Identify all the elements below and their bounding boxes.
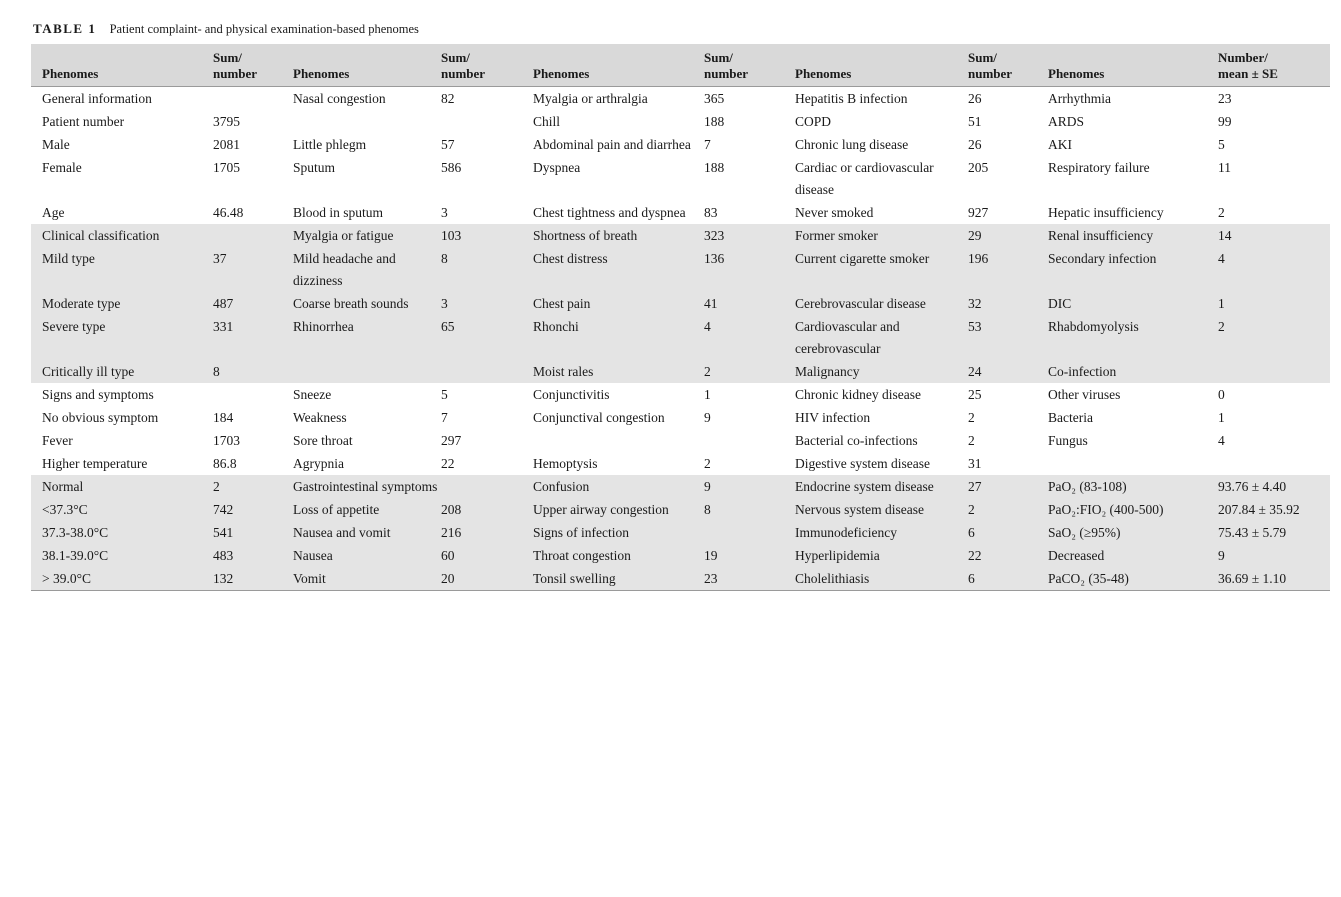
value-cell xyxy=(1207,452,1330,475)
value-cell xyxy=(202,383,282,406)
value-cell: 46.48 xyxy=(213,205,244,220)
phenome-cell: Abdominal pain and diarrhea xyxy=(533,137,691,152)
value-cell: 136 xyxy=(693,247,784,292)
phenome-cell: 37.3-38.0°C xyxy=(31,521,202,544)
phenome-cell: Dyspnea xyxy=(533,160,581,175)
phenome-cell: Cholelithiasis xyxy=(784,567,957,591)
column-header: Sum/ number xyxy=(957,44,1037,87)
table-row xyxy=(31,247,1330,292)
table-row xyxy=(31,475,1330,498)
table-row xyxy=(31,201,1330,224)
value-cell: 29 xyxy=(957,224,1037,247)
phenome-cell: Clinical classification xyxy=(31,224,202,247)
value-cell: 93.76 ± 4.40 xyxy=(1207,475,1330,498)
value-cell: 5 xyxy=(441,387,448,402)
phenome-cell: Critically ill type xyxy=(31,360,202,383)
value-cell: 3 xyxy=(430,292,522,315)
column-header: Phenomes xyxy=(31,44,202,87)
value-cell: 188 xyxy=(704,160,725,175)
phenome-cell: Nasal congestion xyxy=(293,91,386,106)
value-cell: 2 xyxy=(693,360,784,383)
phenome-cell: Weakness xyxy=(293,410,347,425)
value-cell xyxy=(430,360,522,383)
phenome-cell: Digestive system disease xyxy=(795,456,930,471)
table-row xyxy=(31,292,1330,315)
column-header: Sum/ number xyxy=(430,44,522,87)
phenome-cell: Chronic kidney disease xyxy=(795,387,921,402)
column-header: Sum/ number xyxy=(693,44,784,87)
phenome-cell: DIC xyxy=(1037,292,1207,315)
phenome-cell: Former smoker xyxy=(784,224,957,247)
table-row xyxy=(31,315,1330,360)
value-cell: 927 xyxy=(968,205,989,220)
phenome-cell: PaO₂:FIO₂ (400-500) xyxy=(1037,498,1207,521)
value-cell: 53 xyxy=(957,315,1037,360)
phenome-cell: PaO₂ (83-108) xyxy=(1037,475,1207,498)
table-row xyxy=(31,429,1330,452)
value-cell: 8 xyxy=(202,360,282,383)
phenome-cell: Nausea xyxy=(282,544,430,567)
phenome-cell: Secondary infection xyxy=(1037,247,1207,292)
phenome-cell: Rhonchi xyxy=(522,315,693,360)
phenome-cell: Blood in sputum xyxy=(293,205,384,220)
phenome-cell: Gastrointestinal symptoms xyxy=(282,475,430,498)
value-cell: 2 xyxy=(704,456,711,471)
phenome-cell: Higher temperature xyxy=(42,456,148,471)
table-row xyxy=(31,87,1330,111)
value-cell: 1705 xyxy=(213,160,240,175)
phenome-cell: Decreased xyxy=(1037,544,1207,567)
table-header-row xyxy=(31,44,1330,87)
value-cell: 1703 xyxy=(213,433,240,448)
phenome-cell: Moist rales xyxy=(522,360,693,383)
value-cell: 86.8 xyxy=(213,456,237,471)
value-cell: 57 xyxy=(441,137,455,152)
phenome-cell: Cardiac or cardiovascular disease xyxy=(795,160,934,197)
phenome-cell: Mild type xyxy=(31,247,202,292)
value-cell: 36.69 ± 1.10 xyxy=(1207,567,1330,591)
value-cell xyxy=(1207,360,1330,383)
phenome-cell: AKI xyxy=(1048,137,1072,152)
value-cell xyxy=(202,224,282,247)
phenome-cell: Myalgia or arthralgia xyxy=(533,91,648,106)
value-cell: 365 xyxy=(704,91,725,106)
phenome-cell: Chest pain xyxy=(522,292,693,315)
value-cell: 60 xyxy=(430,544,522,567)
phenome-cell: Never smoked xyxy=(795,205,874,220)
value-cell: 586 xyxy=(441,160,462,175)
phenome-cell: Chill xyxy=(533,114,561,129)
phenome-cell: Fungus xyxy=(1048,433,1088,448)
phenome-cell: Renal insufficiency xyxy=(1037,224,1207,247)
phenome-cell: Arrhythmia xyxy=(1048,91,1111,106)
value-cell: 9 xyxy=(704,410,711,425)
phenome-cell: Hepatic insufficiency xyxy=(1048,205,1164,220)
phenome-cell: Cerebrovascular disease xyxy=(784,292,957,315)
table-row xyxy=(31,567,1330,591)
phenome-cell: ARDS xyxy=(1048,114,1085,129)
value-cell: 26 xyxy=(968,137,982,152)
phenome-cell: Respiratory failure xyxy=(1048,160,1150,175)
phenome-cell: Hyperlipidemia xyxy=(784,544,957,567)
table-row xyxy=(31,360,1330,383)
value-cell: 2 xyxy=(1207,315,1330,360)
column-header: Phenomes xyxy=(1037,44,1207,87)
value-cell xyxy=(202,87,282,111)
phenome-cell: HIV infection xyxy=(795,410,871,425)
value-cell xyxy=(693,521,784,544)
column-header: Phenomes xyxy=(282,44,430,87)
value-cell: 8 xyxy=(430,247,522,292)
phenome-cell: Mild headache and dizziness xyxy=(282,247,430,292)
phenome-cell: 38.1-39.0°C xyxy=(31,544,202,567)
value-cell: 4 xyxy=(693,315,784,360)
value-cell: 323 xyxy=(693,224,784,247)
value-cell: 22 xyxy=(957,544,1037,567)
value-cell: 487 xyxy=(202,292,282,315)
value-cell: 483 xyxy=(202,544,282,567)
table-row xyxy=(31,544,1330,567)
value-cell: 9 xyxy=(1207,544,1330,567)
table-body xyxy=(31,87,1330,591)
value-cell: 11 xyxy=(1218,160,1231,175)
phenome-cell: Other viruses xyxy=(1048,387,1121,402)
value-cell: 1 xyxy=(1207,292,1330,315)
value-cell: 82 xyxy=(441,91,455,106)
phenome-cell: PaCO₂ (35-48) xyxy=(1037,567,1207,591)
value-cell: 205 xyxy=(968,160,989,175)
phenome-cell: Upper airway congestion xyxy=(522,498,693,521)
phenome-cell: <37.3°C xyxy=(31,498,202,521)
phenome-cell: Moderate type xyxy=(31,292,202,315)
value-cell: 331 xyxy=(202,315,282,360)
value-cell xyxy=(430,110,522,133)
phenome-cell: Chest tightness and dyspnea xyxy=(533,205,686,220)
value-cell: 8 xyxy=(693,498,784,521)
value-cell: 132 xyxy=(202,567,282,591)
value-cell: 2 xyxy=(968,410,975,425)
value-cell: 25 xyxy=(968,387,982,402)
phenome-cell: Signs of infection xyxy=(522,521,693,544)
value-cell: 37 xyxy=(202,247,282,292)
table-row xyxy=(31,452,1330,475)
phenome-cell: > 39.0°C xyxy=(31,567,202,591)
table-row xyxy=(31,110,1330,133)
value-cell: 3795 xyxy=(213,114,240,129)
column-header: Sum/ number xyxy=(202,44,282,87)
value-cell: 2 xyxy=(968,433,975,448)
phenome-cell: Myalgia or fatigue xyxy=(282,224,430,247)
column-header: Phenomes xyxy=(784,44,957,87)
table-row xyxy=(31,224,1330,247)
phenome-cell: Sputum xyxy=(293,160,336,175)
phenome-cell: Throat congestion xyxy=(522,544,693,567)
value-cell: 27 xyxy=(957,475,1037,498)
value-cell: 7 xyxy=(441,410,448,425)
phenome-cell: Little phlegm xyxy=(293,137,367,152)
value-cell: 7 xyxy=(704,137,711,152)
phenomes-table xyxy=(31,44,1330,591)
table-title: Patient complaint- and physical examination-based phenomes xyxy=(109,22,419,36)
phenome-cell: Endocrine system disease xyxy=(784,475,957,498)
value-cell: 23 xyxy=(1218,91,1232,106)
table-label: TABLE 1 xyxy=(33,21,97,36)
value-cell: 6 xyxy=(957,567,1037,591)
value-cell: 65 xyxy=(430,315,522,360)
value-cell: 31 xyxy=(968,456,982,471)
value-cell: 26 xyxy=(968,91,982,106)
phenome-cell: Female xyxy=(42,160,82,175)
value-cell: 208 xyxy=(430,498,522,521)
table-row xyxy=(31,133,1330,156)
value-cell: 2 xyxy=(1218,205,1225,220)
phenome-cell: Vomit xyxy=(282,567,430,591)
value-cell: 207.84 ± 35.92 xyxy=(1207,498,1330,521)
value-cell: 216 xyxy=(430,521,522,544)
value-cell: 24 xyxy=(957,360,1037,383)
value-cell: 0 xyxy=(1218,387,1225,402)
value-cell xyxy=(693,429,784,452)
value-cell: 41 xyxy=(693,292,784,315)
value-cell: 297 xyxy=(441,433,462,448)
phenome-cell: Age xyxy=(42,205,65,220)
value-cell: 1 xyxy=(1218,410,1225,425)
value-cell: 4 xyxy=(1207,247,1330,292)
phenome-cell: General information xyxy=(42,91,152,106)
phenome-cell xyxy=(522,429,693,452)
value-cell: 541 xyxy=(202,521,282,544)
phenome-cell: Signs and symptoms xyxy=(42,387,154,402)
value-cell: 6 xyxy=(957,521,1037,544)
value-cell: 3 xyxy=(441,205,448,220)
phenome-cell xyxy=(1037,452,1207,475)
value-cell: 32 xyxy=(957,292,1037,315)
phenome-cell: Immunodeficiency xyxy=(784,521,957,544)
phenome-cell: Chest distress xyxy=(522,247,693,292)
value-cell: 2081 xyxy=(213,137,240,152)
phenome-cell: Coarse breath sounds xyxy=(282,292,430,315)
phenome-cell: Patient number xyxy=(42,114,125,129)
phenome-cell: Fever xyxy=(42,433,73,448)
table-row xyxy=(31,406,1330,429)
phenome-cell: Nausea and vomit xyxy=(282,521,430,544)
value-cell: 5 xyxy=(1218,137,1225,152)
table-row xyxy=(31,383,1330,406)
value-cell: 184 xyxy=(213,410,234,425)
table-caption xyxy=(33,21,419,37)
phenome-cell: SaO₂ (≥95%) xyxy=(1037,521,1207,544)
phenome-cell: Chronic lung disease xyxy=(795,137,909,152)
phenome-cell: Conjunctival congestion xyxy=(533,410,665,425)
phenome-cell: Normal xyxy=(31,475,202,498)
value-cell: 14 xyxy=(1207,224,1330,247)
phenome-cell: Hepatitis B infection xyxy=(795,91,908,106)
value-cell: 103 xyxy=(430,224,522,247)
phenome-cell: Hemoptysis xyxy=(533,456,598,471)
value-cell: 20 xyxy=(430,567,522,591)
phenome-cell xyxy=(282,360,430,383)
phenome-cell: COPD xyxy=(795,114,832,129)
phenome-cell: Confusion xyxy=(522,475,693,498)
value-cell: 1 xyxy=(704,387,711,402)
value-cell: 2 xyxy=(957,498,1037,521)
phenome-cell xyxy=(282,110,430,133)
table-row xyxy=(31,521,1330,544)
value-cell: 4 xyxy=(1218,433,1225,448)
value-cell: 83 xyxy=(704,205,718,220)
value-cell: 2 xyxy=(202,475,282,498)
phenome-cell: Rhabdomyolysis xyxy=(1037,315,1207,360)
value-cell: 75.43 ± 5.79 xyxy=(1207,521,1330,544)
phenome-cell: No obvious symptom xyxy=(42,410,159,425)
value-cell: 188 xyxy=(704,114,725,129)
value-cell: 19 xyxy=(693,544,784,567)
phenome-cell: Loss of appetite xyxy=(282,498,430,521)
value-cell: 742 xyxy=(202,498,282,521)
phenome-cell: Bacterial co-infections xyxy=(795,433,918,448)
value-cell: 23 xyxy=(693,567,784,591)
phenome-cell: Bacteria xyxy=(1048,410,1093,425)
phenome-cell: Cardiovascular and cerebrovascular xyxy=(784,315,957,360)
phenome-cell: Co-infection xyxy=(1037,360,1207,383)
table-row xyxy=(31,498,1330,521)
phenome-cell: Current cigarette smoker xyxy=(784,247,957,292)
value-cell: 196 xyxy=(957,247,1037,292)
phenome-cell: Male xyxy=(42,137,70,152)
value-cell: 22 xyxy=(441,456,455,471)
phenome-cell: Severe type xyxy=(31,315,202,360)
phenome-cell: Shortness of breath xyxy=(522,224,693,247)
phenome-cell: Conjunctivitis xyxy=(533,387,610,402)
phenome-cell: Rhinorrhea xyxy=(282,315,430,360)
phenome-cell: Agrypnia xyxy=(293,456,344,471)
value-cell: 51 xyxy=(968,114,982,129)
value-cell: 99 xyxy=(1218,114,1232,129)
value-cell: 9 xyxy=(693,475,784,498)
phenome-cell: Nervous system disease xyxy=(784,498,957,521)
table-row xyxy=(31,156,1330,201)
column-header: Phenomes xyxy=(522,44,693,87)
phenome-cell: Sneeze xyxy=(293,387,332,402)
phenome-cell: Malignancy xyxy=(784,360,957,383)
phenome-cell: Sore throat xyxy=(293,433,353,448)
column-header: Number/ mean ± SE xyxy=(1207,44,1330,87)
phenome-cell: Tonsil swelling xyxy=(522,567,693,591)
value-cell xyxy=(430,475,522,498)
